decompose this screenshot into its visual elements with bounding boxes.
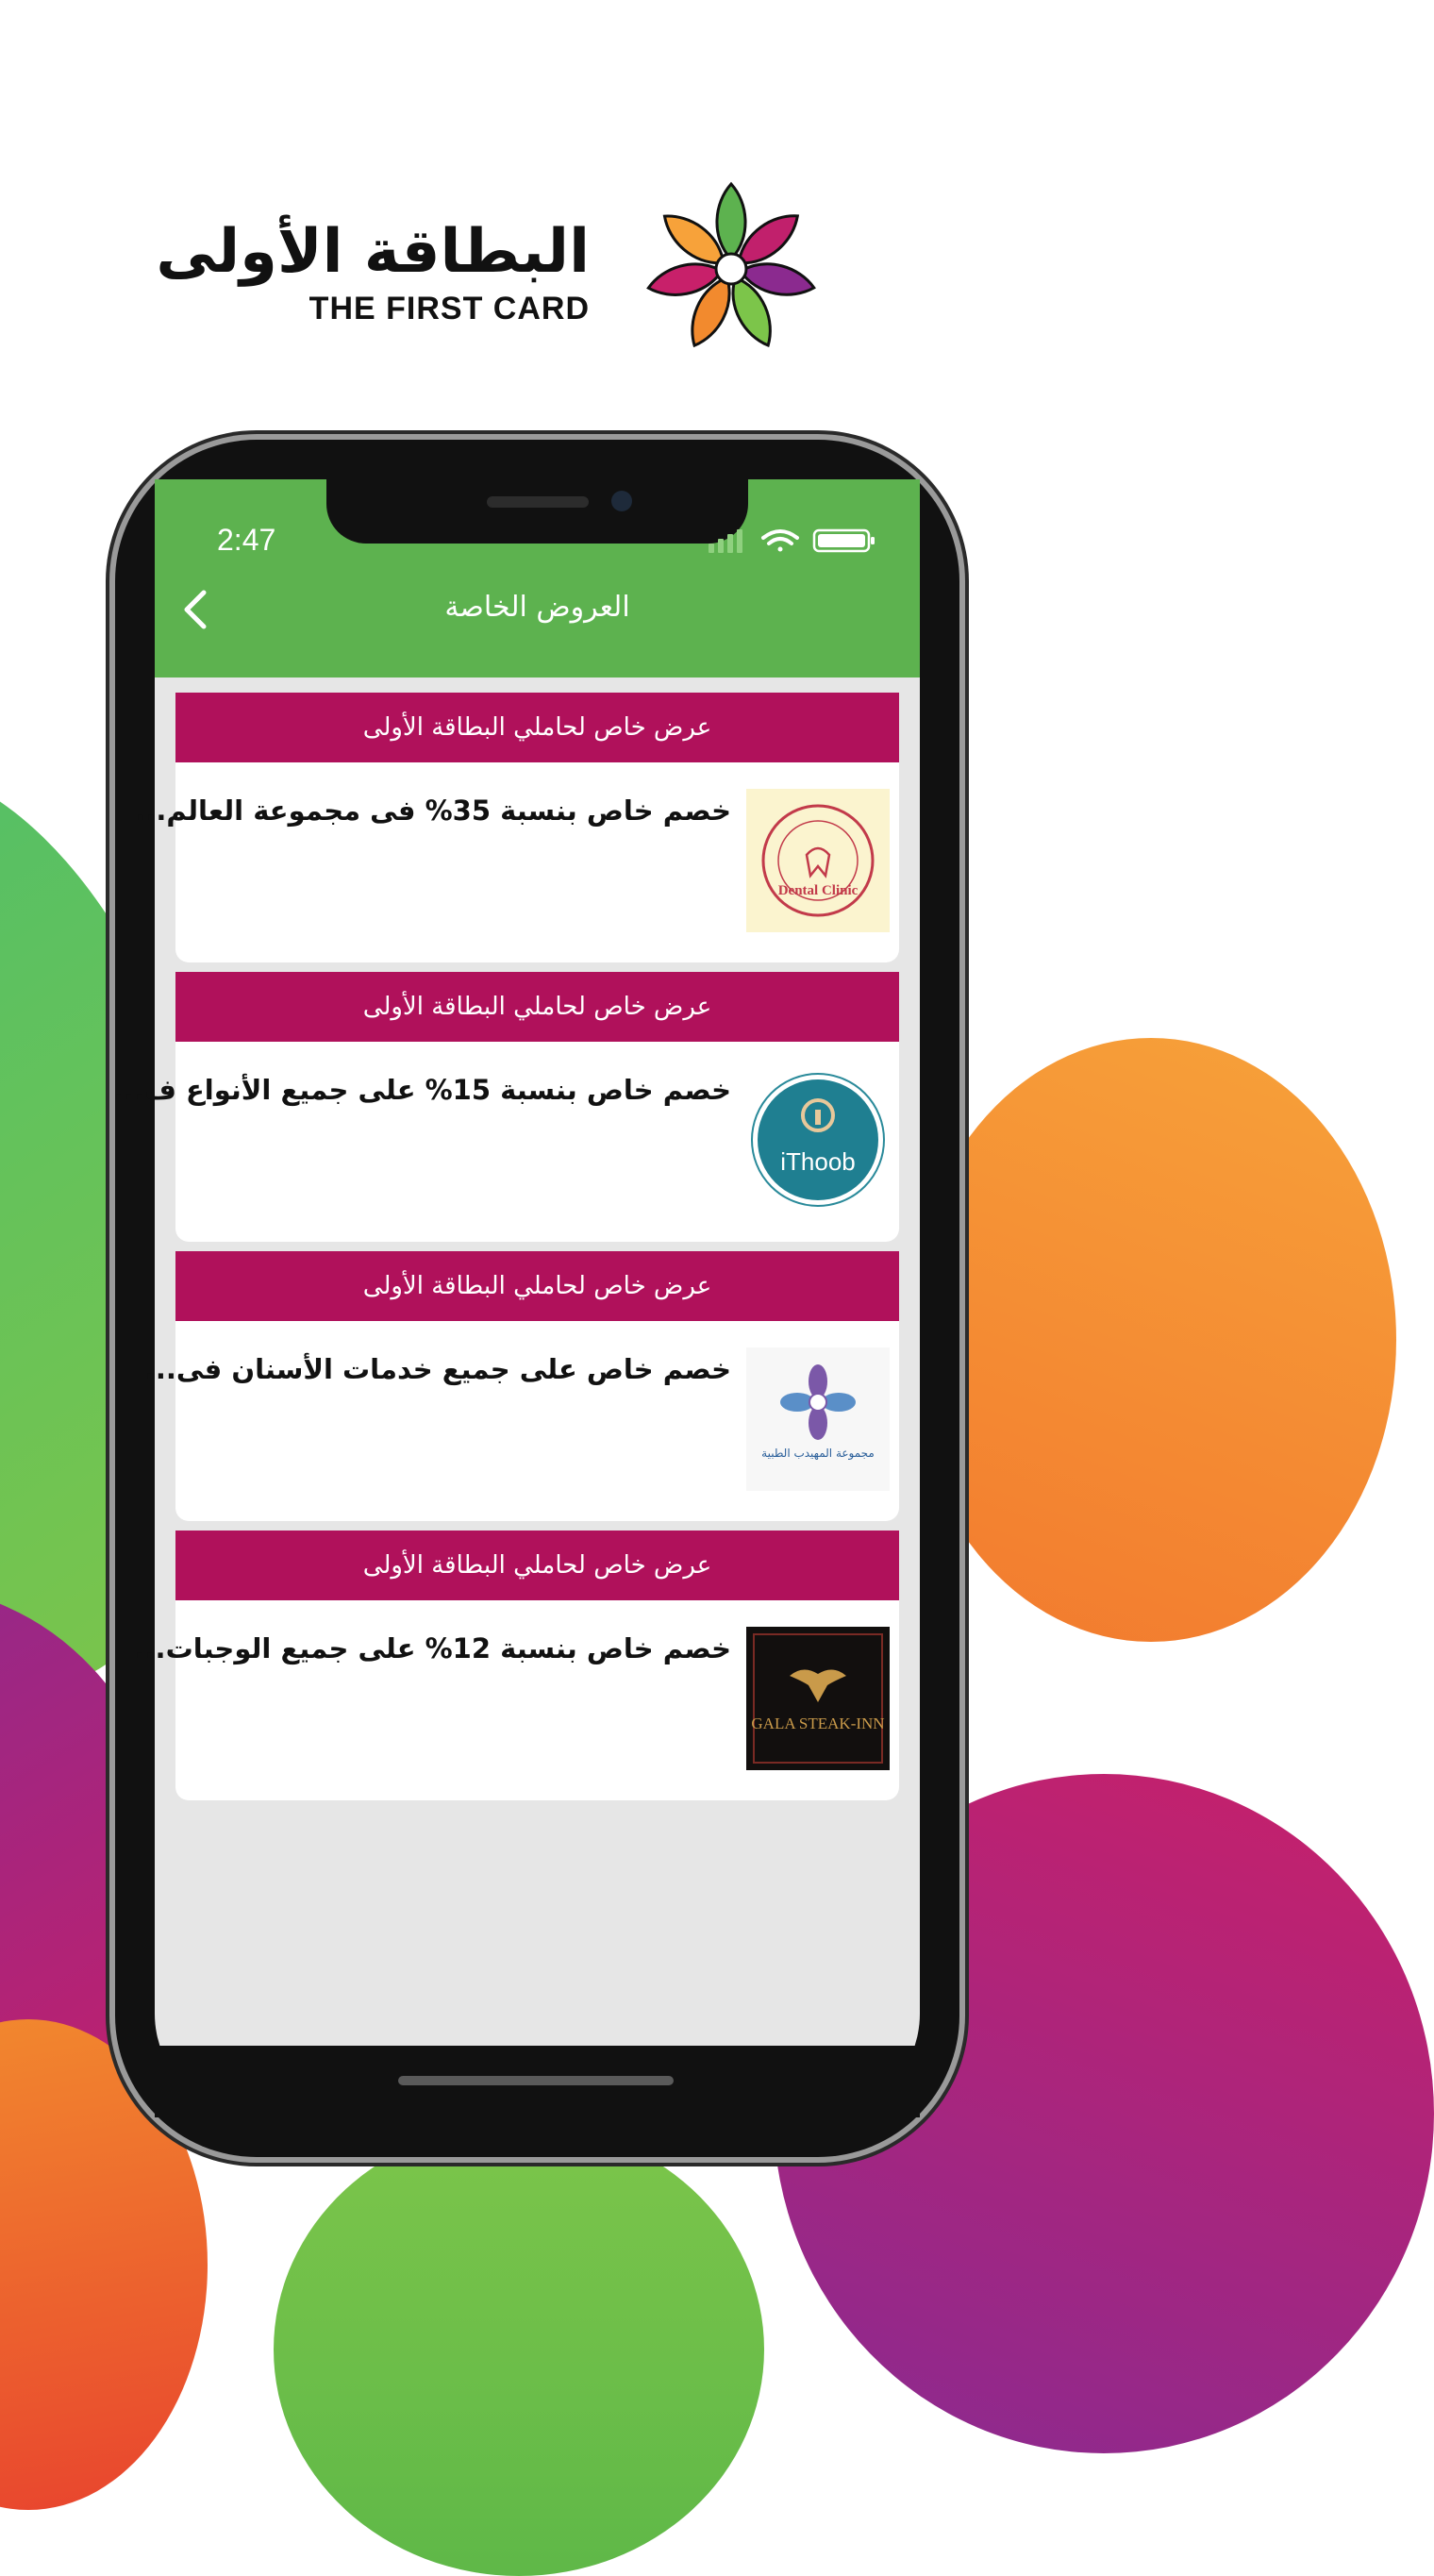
offer-banner: عرض خاص لحاملي البطاقة الأولى <box>175 1531 899 1600</box>
offer-description: خصم خاص على جميع خدمات الأسنان فى... <box>144 1353 731 1385</box>
wifi-icon <box>763 531 797 552</box>
phone-volume-down-button <box>106 949 113 1074</box>
home-indicator[interactable] <box>398 2076 674 2085</box>
brand-arabic-name: البطاقة الأولى <box>156 217 590 287</box>
ithoob-logo <box>746 1068 890 1212</box>
phone-frame <box>115 440 959 2157</box>
offer-card[interactable] <box>144 1251 899 1521</box>
offer-banner: عرض خاص لحاملي البطاقة الأولى <box>175 1251 899 1321</box>
phone-silent-switch <box>106 672 113 736</box>
offer-card[interactable] <box>135 693 899 962</box>
offers-list <box>113 693 899 1810</box>
status-time: 2:47 <box>217 523 276 557</box>
offer-banner: عرض خاص لحاملي البطاقة الأولى <box>175 693 899 762</box>
offer-card[interactable] <box>113 972 899 1242</box>
gala-steak-inn-logo <box>746 1627 890 1770</box>
almuhaidib-logo-label: مجموعة المهيدب الطبية <box>761 1447 875 1460</box>
decorative-blob-green-bottom <box>274 2123 764 2576</box>
page-title: العروض الخاصة <box>444 591 630 624</box>
offer-card[interactable] <box>134 1531 899 1800</box>
dental-clinic-logo <box>746 789 890 932</box>
decorative-blob-orange <box>906 1038 1396 1642</box>
offer-description: خصم خاص بنسبة 15% على جميع الأنواع ف... <box>113 1074 731 1106</box>
phone-notch <box>326 479 748 544</box>
signal-icon <box>709 529 742 553</box>
front-camera <box>611 491 632 511</box>
ithoob-logo-label: iThoob <box>780 1147 856 1176</box>
offer-description: خصم خاص بنسبة 12% على جميع الوجبات... <box>134 1632 731 1664</box>
gala-logo-label: GALA STEAK-INN <box>751 1715 885 1732</box>
phone-volume-up-button <box>106 789 113 913</box>
offer-banner: عرض خاص لحاملي البطاقة الأولى <box>175 972 899 1042</box>
brand-header <box>0 142 1061 387</box>
status-icons <box>709 527 878 553</box>
app-screen <box>113 479 920 2117</box>
dental-clinic-logo-label: Dental Clinic <box>777 883 859 898</box>
almuhaidib-medical-logo <box>746 1347 890 1491</box>
offer-description: خصم خاص بنسبة 35% فى مجموعة العالم... <box>135 795 731 827</box>
flower-logo-icon <box>627 165 835 373</box>
battery-icon <box>814 530 875 551</box>
brand-english-name: THE FIRST CARD <box>308 291 590 326</box>
speaker-grill <box>487 496 589 508</box>
app-header <box>155 479 920 677</box>
